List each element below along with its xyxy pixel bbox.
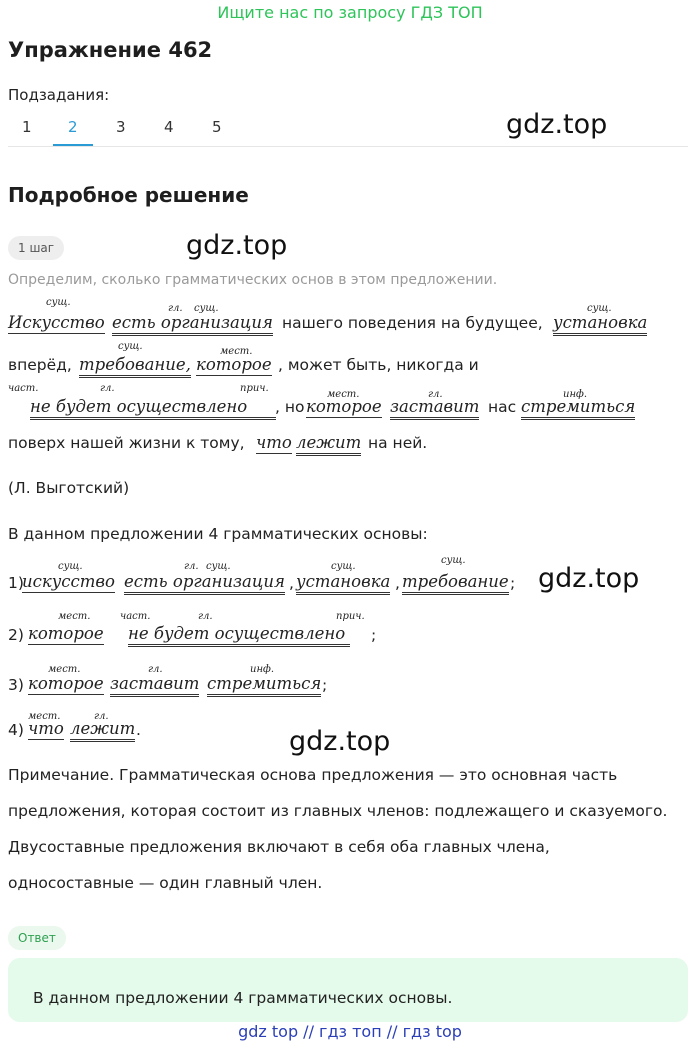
list-number: 4) [8, 721, 24, 739]
predicate-word: заставит [110, 674, 199, 697]
annotation-noun: сущ. [587, 303, 612, 314]
subject-word: Искусство [8, 313, 105, 332]
watermark: gdz.top [538, 563, 640, 594]
tab-2[interactable]: 2 [68, 118, 78, 136]
subject-word: искусство [22, 572, 115, 591]
tab-5[interactable]: 5 [212, 118, 222, 136]
subject-word: которое [28, 674, 104, 693]
page-title: Упражнение 462 [8, 38, 213, 62]
predicate-word: установка [296, 572, 390, 595]
predicate-word: установка [553, 313, 647, 336]
subject-word: что [28, 719, 64, 738]
watermark: gdz.top [506, 109, 608, 140]
annotation-noun: сущ. [118, 341, 143, 352]
annotation-infinitive: инф. [563, 389, 588, 400]
watermark: gdz.top [186, 230, 288, 261]
subject-word: которое [28, 624, 104, 643]
author: (Л. Выготский) [8, 479, 130, 497]
note-line: Двусоставные предложения включают в себя оба главных члена, [8, 838, 550, 856]
predicate-word: есть организация [124, 572, 285, 595]
tab-3[interactable]: 3 [116, 118, 126, 136]
predicate-word: не будет осуществлено [30, 397, 276, 420]
predicate-word: лежит [70, 719, 135, 742]
sentence-text: , может быть, никогда и [278, 356, 479, 374]
watermark: gdz.top [289, 726, 391, 757]
step-hint: Определим, сколько грамматических основ в этом предложении. [8, 272, 498, 288]
predicate-word: стремиться [521, 397, 635, 420]
annotation-verb: гл. [198, 611, 213, 622]
solution-title: Подробное решение [8, 183, 249, 207]
annotation-noun: сущ. [206, 561, 231, 572]
subject-word: которое [196, 355, 272, 374]
predicate-word: лежит [296, 433, 361, 456]
subtasks-label: Подзадания: [8, 86, 110, 104]
subject-word: которое [306, 397, 382, 416]
list-number: 3) [8, 676, 24, 694]
annotation-verb: гл. [100, 383, 115, 394]
annotation-noun: сущ. [46, 297, 71, 308]
list-number: 2) [8, 626, 24, 644]
note-line: односоставные — один главный член. [8, 874, 323, 892]
sentence-text: нашего поведения на будущее, [282, 314, 543, 332]
separator: , [395, 574, 400, 592]
annotation-participle: прич. [336, 611, 365, 622]
answer-text: В данном предложении 4 грамматических основы. [33, 989, 453, 1007]
sentence-text: нас [488, 398, 517, 416]
separator: ; [510, 574, 516, 592]
predicate-word: есть организация [112, 313, 273, 336]
separator: . [136, 721, 141, 739]
separator: ; [322, 676, 328, 694]
annotation-pronoun: мест. [28, 711, 61, 722]
annotation-infinitive: инф. [250, 664, 275, 675]
footer-links[interactable]: gdz top // гдз топ // гдз top [238, 1022, 462, 1041]
annotation-noun: сущ. [58, 561, 83, 572]
subject-word: что [256, 433, 292, 452]
step-badge: 1 шаг [8, 236, 64, 260]
separator: , [289, 574, 294, 592]
annotation-pronoun: мест. [327, 389, 360, 400]
note-line: Примечание. Грамматическая основа предложения — это основная часть [8, 766, 618, 784]
annotation-noun: сущ. [194, 303, 219, 314]
tab-divider [8, 146, 688, 147]
answer-badge: Ответ [8, 926, 66, 950]
annotation-verb: гл. [94, 711, 109, 722]
sentence-text: на ней. [368, 434, 428, 452]
annotation-verb: гл. [428, 389, 443, 400]
list-number: 1) [8, 574, 24, 592]
note-line: предложения, которая состоит из главных членов: подлежащего и сказуемого. [8, 802, 668, 820]
annotation-noun: сущ. [331, 561, 356, 572]
predicate-word: стремиться [207, 674, 321, 697]
sentence-text: поверх нашей жизни к тому, [8, 434, 245, 452]
annotation-particle: част. [8, 383, 39, 394]
tab-4[interactable]: 4 [164, 118, 174, 136]
annotation-pronoun: мест. [220, 346, 253, 357]
predicate-word: требование, [79, 355, 191, 378]
annotation-verb: гл. [184, 561, 199, 572]
predicate-word: требование [402, 572, 509, 595]
sentence-text: , но [275, 398, 305, 416]
tab-1[interactable]: 1 [22, 118, 32, 136]
conclusion: В данном предложении 4 грамматических основы: [8, 525, 428, 543]
annotation-participle: прич. [240, 383, 269, 394]
annotation-particle: част. [120, 611, 151, 622]
annotation-verb: гл. [168, 303, 183, 314]
separator: ; [371, 626, 377, 644]
promo-banner: Ищите нас по запросу ГДЗ ТОП [217, 3, 483, 22]
predicate-word: заставит [390, 397, 479, 420]
annotation-noun: сущ. [441, 555, 466, 566]
annotation-pronoun: мест. [58, 611, 91, 622]
sentence-text: вперёд, [8, 356, 72, 374]
predicate-word: не будет осуществлено [128, 624, 350, 647]
annotation-pronoun: мест. [48, 664, 81, 675]
annotation-verb: гл. [148, 664, 163, 675]
